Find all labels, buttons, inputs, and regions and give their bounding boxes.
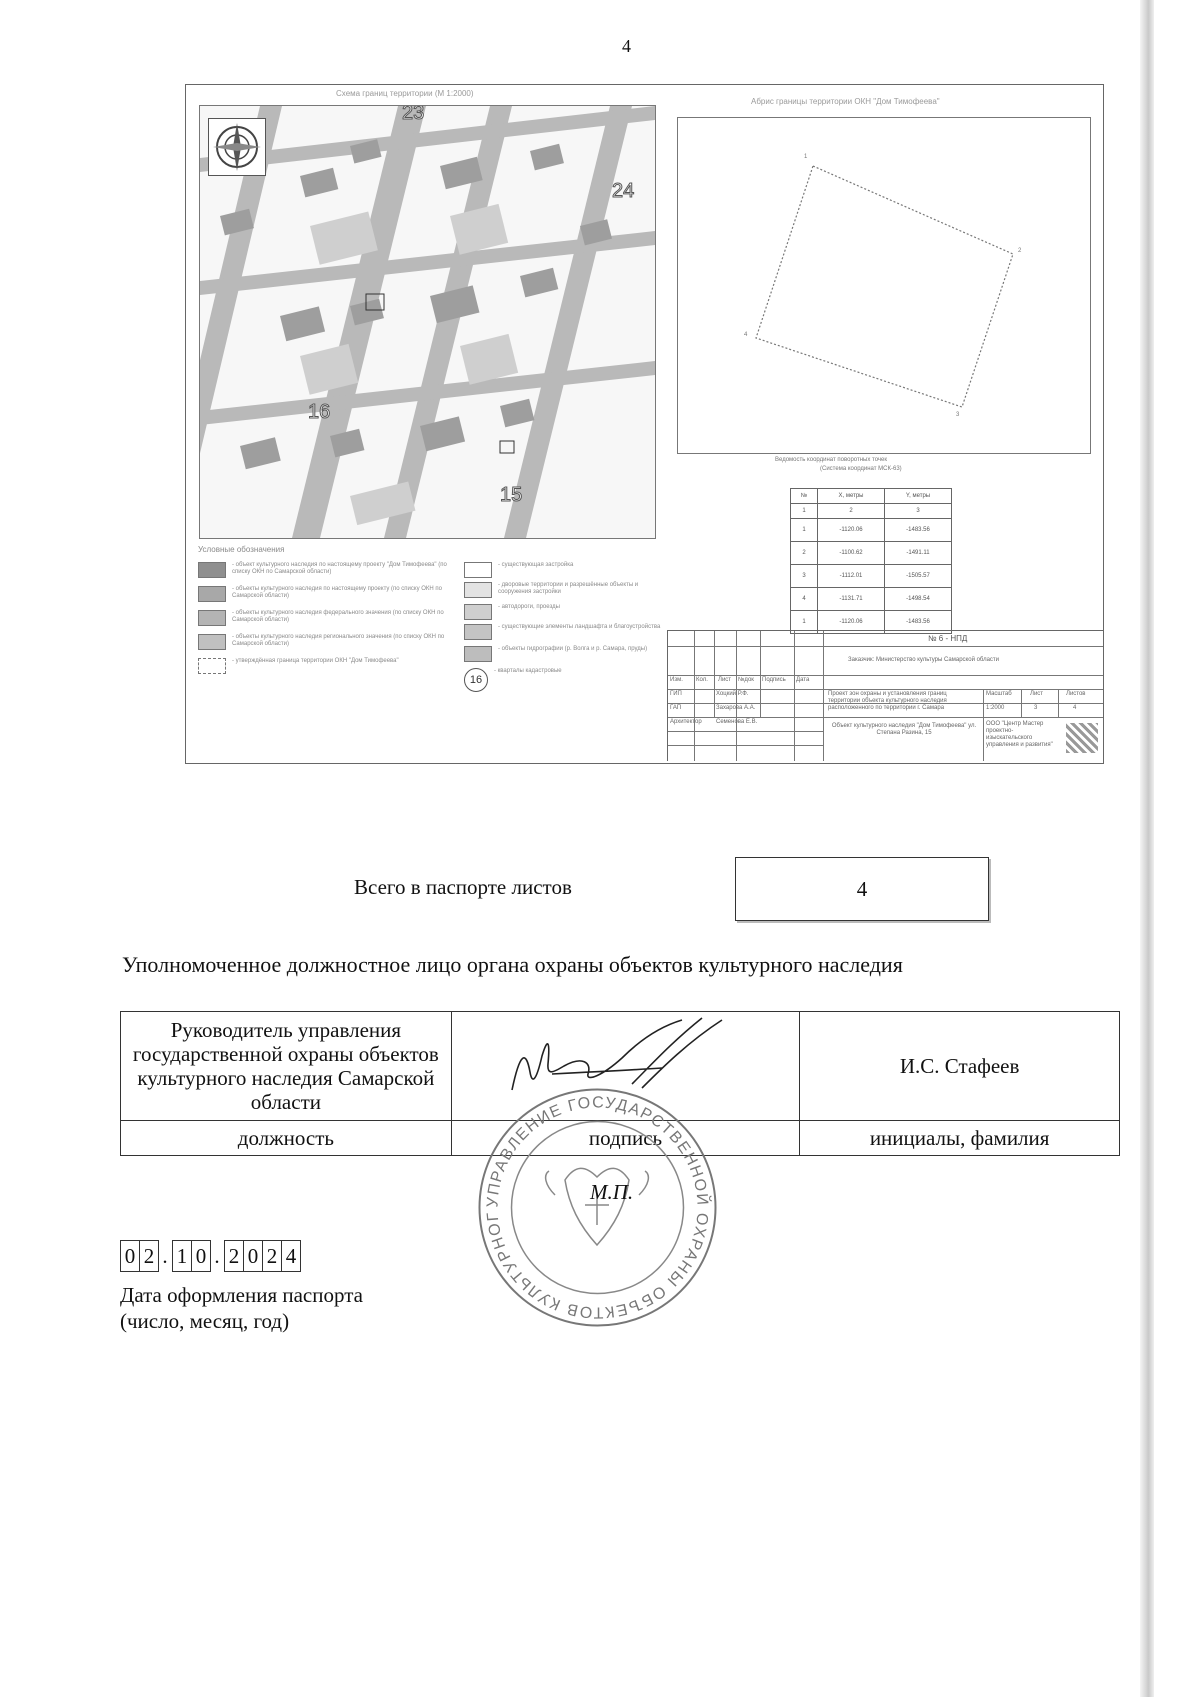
legend-swatch	[198, 634, 226, 650]
scan-edge-shadow	[1140, 0, 1154, 1697]
legend-item	[198, 562, 458, 586]
abris-point-1: 1	[804, 154, 808, 160]
legend-text: - существующая застройка	[498, 562, 574, 568]
legend-title: Условные обозначения	[198, 545, 285, 554]
coords-cell: 3	[885, 504, 952, 519]
seal-text: УПРАВЛЕНИЕ ГОСУДАРСТВЕННОЙ ОХРАНЫ ОБЪЕКТОВ КУЛЬТУРНОГ	[484, 1094, 711, 1321]
stamp-role: Архитектор	[670, 719, 702, 725]
caption-name: инициалы, фамилия	[869, 1126, 1050, 1150]
stamp-col-header: Кол.	[696, 677, 708, 683]
legend-item	[464, 582, 664, 604]
official-heading: Уполномоченное должностное лицо органа охраны объектов культурного наследия	[122, 952, 903, 977]
legend-text: - объекты культурного наследия регионального значения (по списку ОКН по Самарской области)	[232, 634, 445, 647]
date-year-digit: 2	[262, 1240, 282, 1272]
legend-swatch	[198, 658, 226, 674]
stamp-doc-code: № 6 - НПД	[928, 634, 968, 643]
legend-swatch	[464, 604, 492, 620]
coords-row	[791, 542, 952, 565]
coords-cell: 2	[818, 504, 885, 519]
total-sheets-value: 4	[856, 876, 868, 901]
legend-swatch	[198, 610, 226, 626]
coords-header-row	[791, 489, 952, 504]
stamp-scale-header: Листов	[1066, 691, 1086, 697]
coords-cell: 1	[791, 519, 818, 542]
date-year-digit: 2	[224, 1240, 244, 1272]
coords-header-cell: X, метры	[818, 489, 885, 504]
legend-text: - существующие элементы ландшафта и благоустройства	[498, 624, 661, 630]
caption-signature: подпись	[588, 1126, 663, 1150]
coords-cell: 2	[791, 542, 818, 565]
abris-drawing	[677, 117, 1091, 454]
coords-cell: -1120.06	[818, 519, 885, 542]
total-sheets-label: Всего в паспорте листов	[354, 875, 572, 899]
stamp-scale-header: Масштаб	[986, 691, 1012, 697]
coords-header-cell: Y, метры	[885, 489, 952, 504]
coords-cell: 1	[791, 504, 818, 519]
legend-swatch	[464, 562, 492, 578]
block-label-15: 15	[500, 484, 523, 506]
coords-table	[790, 488, 952, 634]
legend-item	[198, 586, 458, 610]
legend-swatch	[464, 624, 492, 640]
coords-cell: -1483.56	[885, 611, 952, 634]
legend-swatch	[464, 646, 492, 662]
legend-text: - утверждённая граница территории ОКН "Дом Тимофеева"	[232, 658, 399, 664]
stamp-col-header: №док	[738, 677, 754, 683]
stamp-col-header: Лист	[718, 677, 732, 683]
coords-numbering-row	[791, 504, 952, 519]
stamp-scale-header: Лист	[1030, 691, 1044, 697]
legend-item	[464, 562, 664, 582]
abris-point-4: 4	[744, 332, 748, 338]
coords-cell: 1	[791, 611, 818, 634]
legend-text: - объекты гидрографии (р. Волга и р. Самара, пруды)	[498, 646, 648, 652]
caption-cell	[800, 1121, 1120, 1156]
total-sheets-box	[735, 857, 989, 921]
stamp-scale-value: 4	[1073, 705, 1077, 711]
stamp-col-header: Подпись	[762, 677, 786, 683]
legend-text: - объекты культурного наследия федерального значения (по списку ОКН по Самарской области)	[232, 610, 444, 623]
abris-point-2: 2	[1018, 248, 1022, 254]
legend-item	[464, 604, 664, 624]
legend-item	[198, 658, 458, 682]
date-month-digit: 1	[172, 1240, 192, 1272]
abris-outline	[678, 118, 1090, 453]
stamp-col-header: Дата	[796, 677, 810, 683]
map-title: Схема границ территории (М 1:2000)	[336, 89, 474, 98]
date-separator: .	[162, 1244, 168, 1268]
legend-text: - объект культурного наследия по настоящему проекту "Дом Тимофеева" (по списку ОКН по Самарской области)	[232, 562, 447, 575]
date-caption-line2: (число, месяц, год)	[120, 1309, 290, 1333]
name-cell	[800, 1012, 1120, 1121]
stamp-org-text: ООО "Центр Мастер проектно-изыскательского управления и развития"	[986, 721, 1053, 748]
block-label-16: 16	[308, 401, 331, 423]
legend-left	[198, 562, 458, 682]
legend-swatch	[198, 586, 226, 602]
date-caption-line1: Дата оформления паспорта	[120, 1283, 363, 1307]
date-day-digit: 0	[120, 1240, 140, 1272]
title-block	[667, 630, 1103, 761]
coords-cell: -1505.57	[885, 565, 952, 588]
coords-header-cell: №	[791, 489, 818, 504]
coords-cell: -1100.62	[818, 542, 885, 565]
coords-cell: -1131.71	[818, 588, 885, 611]
date-day-digit: 2	[139, 1240, 159, 1272]
legend-item	[464, 624, 664, 646]
stamp-project-text: Проект зон охраны и установления границ территории объекта культурного наследия расположенного по территории г. Самара	[828, 691, 947, 711]
legend-text: - кварталы кадастровые	[494, 668, 562, 674]
territory-map	[199, 105, 656, 539]
date-year-digit: 4	[281, 1240, 301, 1272]
stamp-customer: Заказчик: Министерство культуры Самарской области	[848, 657, 1000, 663]
stamp-person: Хоцкий Р.Ф.	[716, 691, 749, 697]
stamp-role: ГАП	[670, 705, 682, 711]
coords-row	[791, 565, 952, 588]
block-label-23: 23	[402, 105, 425, 124]
block-label-24: 24	[612, 180, 635, 202]
abris-title: Абрис границы территории ОКН "Дом Тимофеева"	[751, 97, 940, 106]
date-month-digit: 0	[191, 1240, 211, 1272]
legend-swatch	[464, 582, 492, 598]
legend-item	[198, 610, 458, 634]
date-year-digit: 0	[243, 1240, 263, 1272]
legend-right	[464, 562, 664, 690]
coords-cell: -1498.54	[885, 588, 952, 611]
legend-text: - объекты культурного наследия по настоящему проекту (по списку ОКН по Самарской области)	[232, 586, 443, 599]
official-name: И.С. Стафеев	[899, 1054, 1020, 1078]
coords-cell: -1491.11	[885, 542, 952, 565]
stamp-col-header: Изм.	[670, 677, 683, 683]
legend-text: - дворовые территории и разрешённые объекты и сооружения застройки	[498, 582, 639, 595]
caption-position: должность	[237, 1126, 334, 1150]
coords-subtitle: (Система координат МСК-63)	[820, 466, 902, 472]
official-seal	[475, 1085, 720, 1330]
legend-text: - автодороги, проезды	[498, 604, 560, 610]
seal-label: М.П.	[590, 1180, 634, 1204]
legend-item	[464, 646, 664, 668]
coords-row	[791, 588, 952, 611]
stamp-object-text: Объект культурного наследия "Дом Тимофеева" ул. Степана Разина, 15	[831, 723, 977, 736]
stamp-person: Захарова А.А.	[716, 705, 756, 711]
stamp-scale-value: 1:2000	[986, 705, 1005, 711]
legend-swatch	[198, 562, 226, 578]
position-cell	[121, 1012, 452, 1121]
coords-row	[791, 519, 952, 542]
coords-title: Ведомость координат поворотных точек	[775, 457, 887, 463]
coords-cell: -1483.56	[885, 519, 952, 542]
page-number: 4	[622, 36, 631, 56]
org-logo-icon	[1066, 723, 1098, 753]
stamp-person: Семенова Е.В.	[716, 719, 758, 725]
abris-point-3: 3	[956, 412, 960, 418]
quarter-number-circle: 16	[464, 668, 488, 692]
legend-item	[198, 634, 458, 658]
coords-cell: -1112.01	[818, 565, 885, 588]
coords-cell: 4	[791, 588, 818, 611]
map-drawing	[200, 106, 655, 538]
date-separator: .	[214, 1244, 220, 1268]
stamp-scale-value: 3	[1034, 705, 1038, 711]
date-caption	[120, 1282, 363, 1334]
caption-cell	[121, 1121, 452, 1156]
north-arrow-icon	[208, 118, 266, 176]
position-text: Руководитель управления государственной охраны объектов культурного наследия Самарской области	[132, 1018, 439, 1114]
coords-cell: 3	[791, 565, 818, 588]
legend-item	[464, 668, 664, 690]
coords-cell: -1120.06	[818, 611, 885, 634]
stamp-role: ГИП	[670, 691, 682, 697]
date-field	[120, 1240, 300, 1272]
